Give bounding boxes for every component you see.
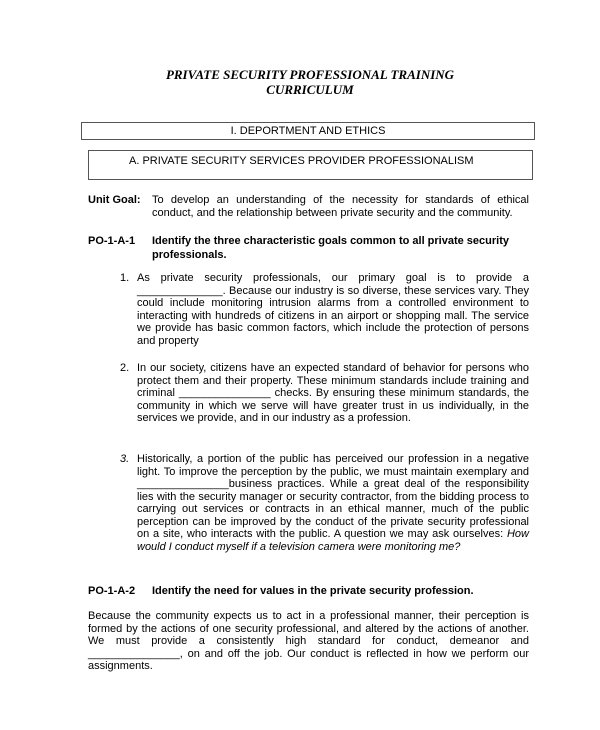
section-header — [81, 122, 535, 140]
item-3-question: How would I conduct myself if a television camera were monitoring me? — [137, 528, 529, 553]
unit-goal-label: Unit Goal: — [88, 194, 141, 206]
item-3-body: Historically, a portion of the public has perceived our profession in a negative light. To improve the perception by the public, we must maintain exemplary and _______________business practices. While a great deal of the responsibility lies with the security manager or security contractor, from the bidding process to carrying out services or contracts in an ethical manner, much of the public perception can be improved by the conduct of the private security professional on a site, who interacts with the public. A question we may ask ourselves: — [137, 453, 529, 540]
document-title-line-2: CURRICULUM — [266, 82, 354, 97]
section-header-text: I. DEPORTMENT AND ETHICS — [230, 125, 386, 137]
item-1-number: 1. — [120, 272, 130, 284]
subsection-header — [88, 150, 533, 180]
item-2-number: 2. — [120, 362, 130, 374]
document-title-line-1: PRIVATE SECURITY PROFESSIONAL TRAINING — [165, 67, 455, 82]
unit-goal-body: To develop an understanding of the necessity for standards of ethical conduct, and the relationship between private security and the community. — [152, 194, 529, 219]
po-1-a-1-title: Identify the three characteristic goals common to all private security professionals. — [152, 235, 510, 261]
item-1-text: As private security professionals, our primary goal is to provide a ______________. Because our industry is so diverse, these services vary. They could include monitoring intrusion alarms from a controlled environment to interacting with hundreds of citizens in an airport or shopping mall. The service we provide has basic common factors, which include the protection of persons and property — [137, 272, 529, 347]
po-1-a-2-code: PO-1-A-2 — [88, 585, 136, 597]
unit-goal-text — [152, 194, 529, 219]
item-3-text — [137, 453, 529, 553]
po-1-a-1-code: PO-1-A-1 — [88, 235, 136, 247]
po-1-a-2-title: Identify the need for values in the private security profession. — [152, 585, 474, 597]
subsection-header-text: A. PRIVATE SECURITY SERVICES PROVIDER PROFESSIONALISM — [129, 155, 474, 167]
closing-paragraph: Because the community expects us to act in a professional manner, their perception is formed by the actions of one security professional, and altered by the actions of another. We must provide a consistently high standard for conduct, demeanor and _______________, on and off the job. Our conduct is reflected in how we perform our assignments. — [88, 610, 529, 672]
item-3-number: 3. — [120, 453, 130, 465]
item-2-text: In our society, citizens have an expected standard of behavior for persons who protect them and their property. These minimum standards include training and criminal _______________ checks. By ensuring these minimum standards, the community in which we serve will have greater trust in us individually, in the services we provide, and in our industry as a profession. — [137, 362, 529, 424]
